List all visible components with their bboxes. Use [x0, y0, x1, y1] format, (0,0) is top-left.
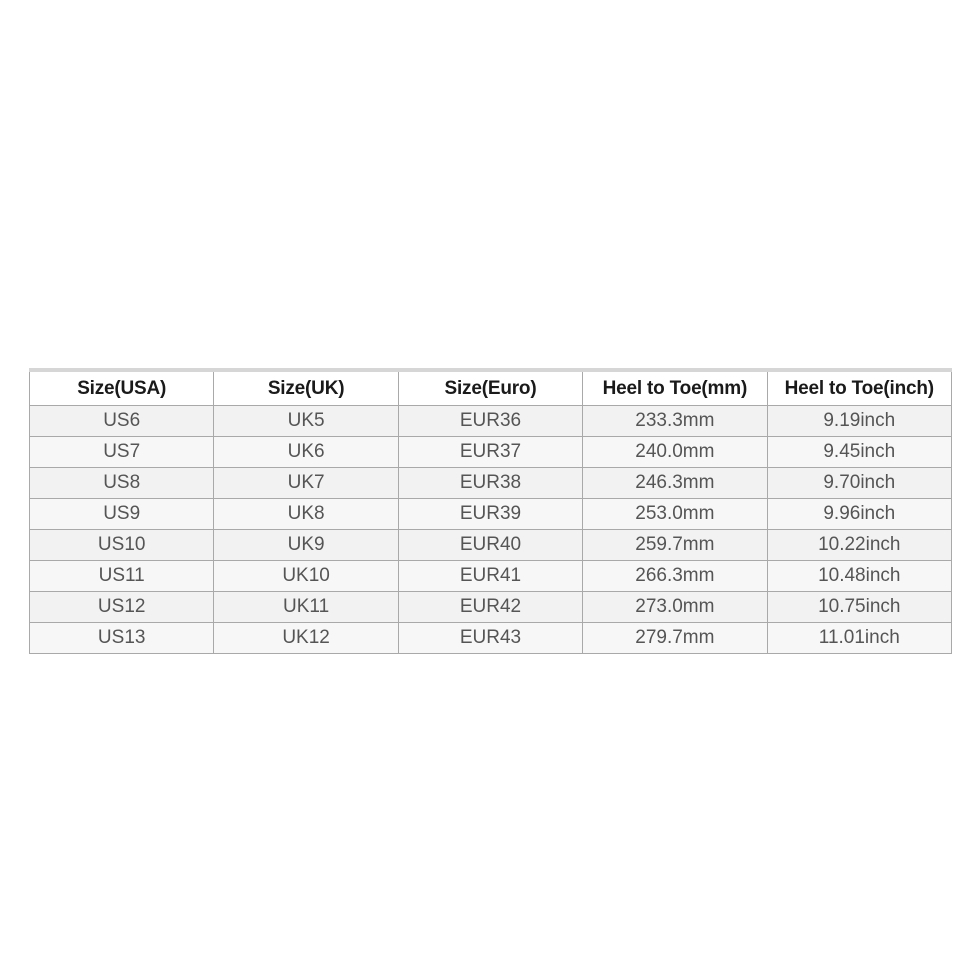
cell-heel-to-toe-inch: 9.45inch	[767, 437, 951, 468]
cell-heel-to-toe-inch: 9.96inch	[767, 499, 951, 530]
cell-size-euro: EUR40	[398, 530, 582, 561]
cell-heel-to-toe-inch: 10.75inch	[767, 592, 951, 623]
cell-size-euro: EUR42	[398, 592, 582, 623]
cell-heel-to-toe-inch: 9.70inch	[767, 468, 951, 499]
cell-size-uk: UK6	[214, 437, 398, 468]
cell-size-euro: EUR39	[398, 499, 582, 530]
cell-heel-to-toe-mm: 246.3mm	[583, 468, 767, 499]
header-size-uk: Size(UK)	[214, 370, 398, 406]
cell-size-usa: US11	[30, 561, 214, 592]
cell-heel-to-toe-inch: 11.01inch	[767, 623, 951, 654]
cell-size-usa: US13	[30, 623, 214, 654]
table-row	[30, 468, 952, 499]
cell-size-euro: EUR38	[398, 468, 582, 499]
cell-heel-to-toe-mm: 273.0mm	[583, 592, 767, 623]
cell-size-uk: UK12	[214, 623, 398, 654]
table-row	[30, 406, 952, 437]
cell-size-uk: UK8	[214, 499, 398, 530]
table-row	[30, 592, 952, 623]
header-row	[30, 370, 952, 406]
header-size-usa: Size(USA)	[30, 370, 214, 406]
header-heel-to-toe-mm: Heel to Toe(mm)	[583, 370, 767, 406]
header-heel-to-toe-inch: Heel to Toe(inch)	[767, 370, 951, 406]
cell-heel-to-toe-mm: 253.0mm	[583, 499, 767, 530]
header-size-euro: Size(Euro)	[398, 370, 582, 406]
cell-heel-to-toe-mm: 240.0mm	[583, 437, 767, 468]
table-row	[30, 499, 952, 530]
cell-size-euro: EUR43	[398, 623, 582, 654]
cell-size-uk: UK7	[214, 468, 398, 499]
size-chart-body	[30, 406, 952, 654]
cell-size-euro: EUR41	[398, 561, 582, 592]
table-row	[30, 623, 952, 654]
cell-size-usa: US7	[30, 437, 214, 468]
cell-size-euro: EUR37	[398, 437, 582, 468]
cell-size-usa: US6	[30, 406, 214, 437]
cell-heel-to-toe-mm: 259.7mm	[583, 530, 767, 561]
cell-size-usa: US12	[30, 592, 214, 623]
size-chart-header	[30, 370, 952, 406]
cell-heel-to-toe-inch: 10.48inch	[767, 561, 951, 592]
cell-heel-to-toe-inch: 10.22inch	[767, 530, 951, 561]
cell-size-uk: UK9	[214, 530, 398, 561]
size-chart-table	[29, 368, 952, 654]
table-row	[30, 530, 952, 561]
cell-size-usa: US8	[30, 468, 214, 499]
table-row	[30, 437, 952, 468]
cell-heel-to-toe-mm: 233.3mm	[583, 406, 767, 437]
cell-size-uk: UK5	[214, 406, 398, 437]
cell-size-euro: EUR36	[398, 406, 582, 437]
cell-size-usa: US10	[30, 530, 214, 561]
cell-heel-to-toe-mm: 266.3mm	[583, 561, 767, 592]
cell-heel-to-toe-mm: 279.7mm	[583, 623, 767, 654]
cell-size-uk: UK10	[214, 561, 398, 592]
cell-heel-to-toe-inch: 9.19inch	[767, 406, 951, 437]
table-row	[30, 561, 952, 592]
cell-size-usa: US9	[30, 499, 214, 530]
cell-size-uk: UK11	[214, 592, 398, 623]
